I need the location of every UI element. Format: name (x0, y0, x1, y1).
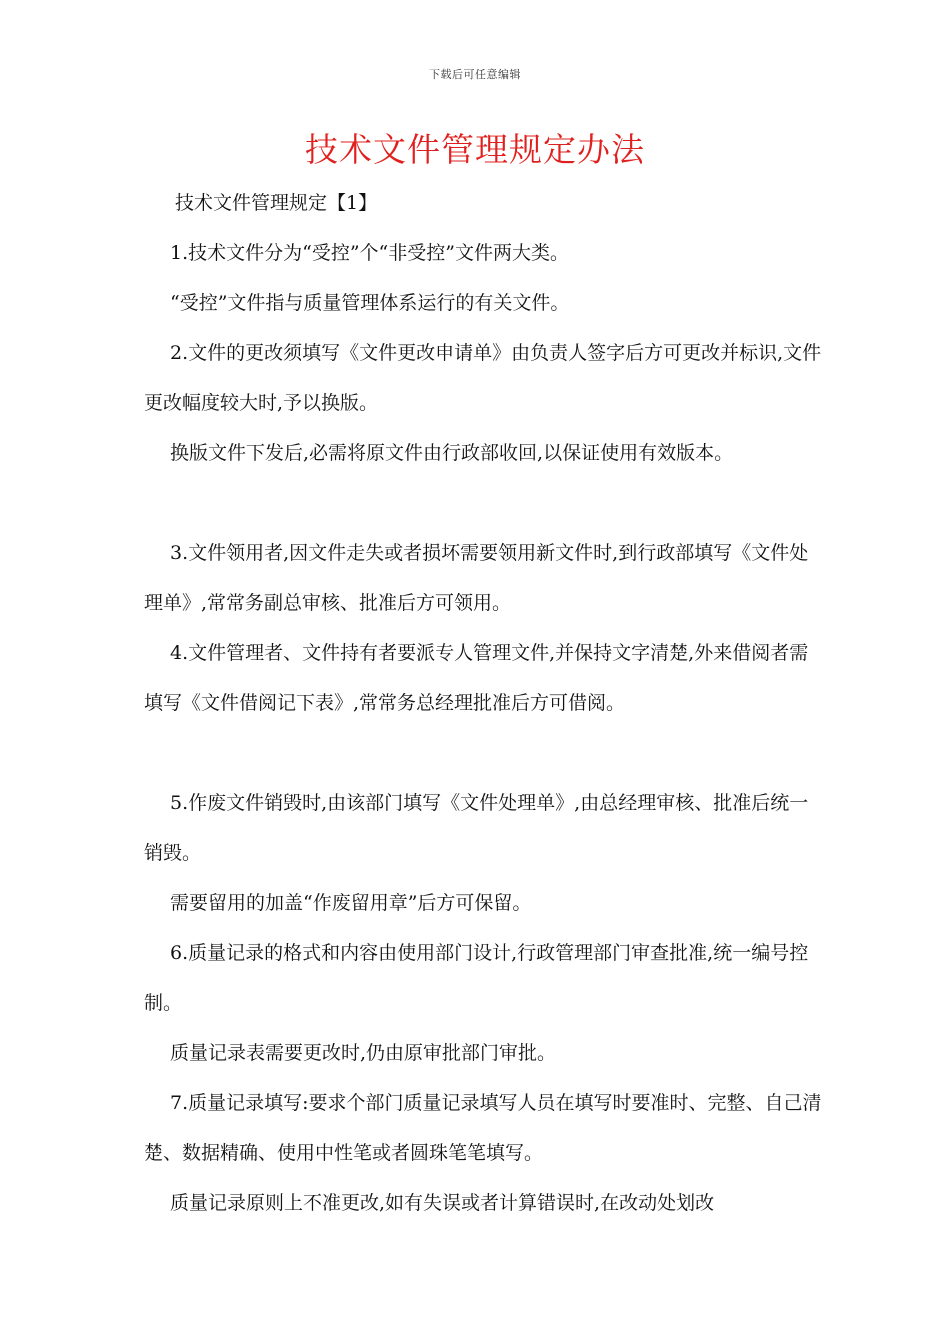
paragraph-10: 质量记录表需要更改时,仍由原审批部门审批。 (170, 1042, 557, 1064)
paragraph-6: 4.文件管理者、文件持有者要派专人管理文件,并保持文字清楚,外来借阅者需填写《文件借阅记下表》,常常务总经理批准后方可借阅。 (144, 642, 809, 714)
header-note: 下载后可任意编辑 (429, 68, 521, 81)
document-title: 技术文件管理规定办法 (305, 130, 645, 169)
paragraph-4: 换版文件下发后,必需将原文件由行政部收回,以保证使用有效版本。 (170, 442, 734, 464)
paragraph-1: 1.技术文件分为“受控”个“非受控”文件两大类。 (170, 242, 569, 264)
paragraph-3: 2.文件的更改须填写《文件更改申请单》由负责人签字后方可更改并标识,文件更改幅度较大时,予以换版。 (144, 342, 822, 414)
document-body (144, 178, 824, 1228)
paragraph-7: 5.作废文件销毁时,由该部门填写《文件处理单》,由总经理审核、批准后统一销毁。 (144, 792, 809, 864)
paragraph-2: “受控”文件指与质量管理体系运行的有关文件。 (170, 292, 570, 314)
paragraph-11: 7.质量记录填写:要求个部门质量记录填写人员在填写时要准时、完整、自己清楚、数据精确、使用中性笔或者圆珠笔笔填写。 (144, 1092, 822, 1164)
paragraph-12: 质量记录原则上不准更改,如有失误或者计算错误时,在改动处划改 (170, 1192, 715, 1214)
paragraph-9: 6.质量记录的格式和内容由使用部门设计,行政管理部门审查批准,统一编号控制。 (144, 942, 809, 1014)
paragraph-8: 需要留用的加盖“作废留用章”后方可保留。 (170, 892, 532, 914)
section-subtitle: 技术文件管理规定【1】 (175, 192, 378, 214)
paragraph-5: 3.文件领用者,因文件走失或者损坏需要领用新文件时,到行政部填写《文件处理单》,常常务副总审核、批准后方可领用。 (144, 542, 809, 614)
